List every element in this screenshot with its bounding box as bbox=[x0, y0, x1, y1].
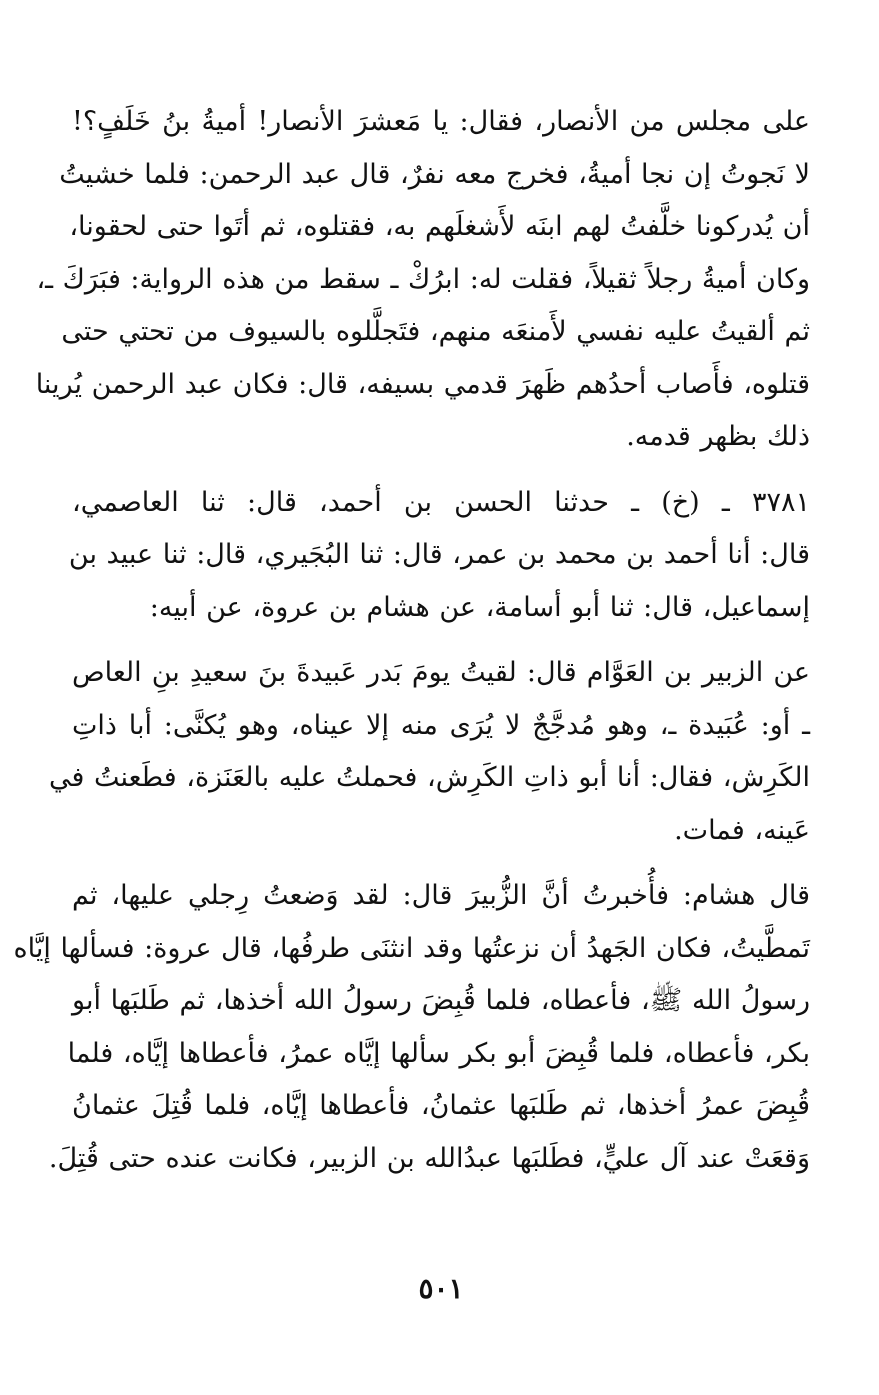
paragraph-2-hadith-3781 bbox=[68, 477, 810, 635]
text-line: على مجلس من الأنصار، فقال: يا مَعشرَ الأنصار! أميةُ بنُ خَلَفٍ؟! bbox=[72, 106, 810, 137]
book-page bbox=[13, 96, 810, 1376]
paragraph-4 bbox=[13, 870, 810, 1185]
text-line: قال: أنا أحمد بن محمد بن عمر، قال: ثنا البُجَيري، قال: ثنا عبيد بن bbox=[68, 539, 810, 570]
page-number: ٥٠١ bbox=[418, 1272, 464, 1305]
text-line: قتلوه، فأَصاب أحدُهم ظَهرَ قدمي بسيفه، قال: فكان عبد الرحمن يُرينا bbox=[35, 368, 810, 400]
text-line: تَمطَّيتُ، فكان الجَهدُ أن نزعتُها وقد انثنَى طرفُها، قال عروة: فسألها إيَّاه bbox=[13, 932, 810, 964]
text-line: عَينه، فمات. bbox=[674, 814, 810, 846]
text-line: أن يُدركونا خلَّفتُ لهم ابنَه لأَشغلَهم به، فقتلوه، ثم أتَوا حتى لحقونا، bbox=[69, 211, 810, 242]
paragraph-1 bbox=[35, 96, 810, 464]
text-line: ثم ألقيتُ عليه نفسي لأَمنعَه منهم، فتَجلَّلوه بالسيوف من تحتي حتى bbox=[61, 316, 810, 347]
text-line: ـ أو: عُبَيدة ـ، وهو مُدجَّجٌ لا يُرَى منه إلا عيناه، وهو يُكنَّى: أبا ذاتِ bbox=[72, 709, 810, 741]
text-line: الكَرِش، فقال: أنا أبو ذاتِ الكَرِش، فحملتُ عليه بالعَنَزة، فطَعنتُ في bbox=[48, 762, 810, 793]
text-line: ذلك بظهر قدمه. bbox=[626, 421, 810, 452]
text-line: لا نَجوتُ إن نجا أميةُ، فخرج معه نفرٌ، قال عبد الرحمن: فلما خشيتُ bbox=[59, 158, 810, 190]
text-line: ٣٧٨١ ـ (خ) ـ حدثنا الحسن بن أحمد، قال: ثنا العاصمي، bbox=[72, 486, 810, 518]
text-line: وكان أميةُ رجلاً ثقيلاً، فقلت له: ابرُكْ ـ سقط من هذه الرواية: فبَرَكَ ـ، bbox=[36, 263, 810, 295]
text-line: قال هشام: فأُخبرتُ أنَّ الزُّبيرَ قال: لقد وَضعتُ رِجلي عليها، ثم bbox=[72, 880, 810, 911]
text-line: رسولُ الله ﷺ، فأعطاه، فلما قُبِضَ رسولُ الله أخذها، ثم طَلبَها أبو bbox=[72, 985, 810, 1016]
text-line: قُبِضَ عمرُ أخذها، ثم طَلبَها عثمانُ، فأعطاها إيَّاه، فلما قُتِلَ عثمانُ bbox=[72, 1090, 810, 1121]
text-line: إسماعيل، قال: ثنا أبو أسامة، عن هشام بن عروة، عن أبيه: bbox=[149, 591, 810, 623]
text-line: وَقعَتْ عند آل عليٍّ، فطَلبَها عبدُالله بن الزبير، فكانت عنده حتى قُتِلَ. bbox=[48, 1142, 810, 1174]
paragraph-3 bbox=[48, 647, 810, 857]
text-line: عن الزبير بن العَوَّام قال: لقيتُ يومَ بَدر عَبيدةَ بنَ سعيدِ بنِ العاص bbox=[72, 657, 810, 688]
text-line: بكر، فأعطاه، فلما قُبِضَ أبو بكر سألها إيَّاه عمرُ، فأعطاها إيَّاه، فلما bbox=[67, 1037, 810, 1069]
